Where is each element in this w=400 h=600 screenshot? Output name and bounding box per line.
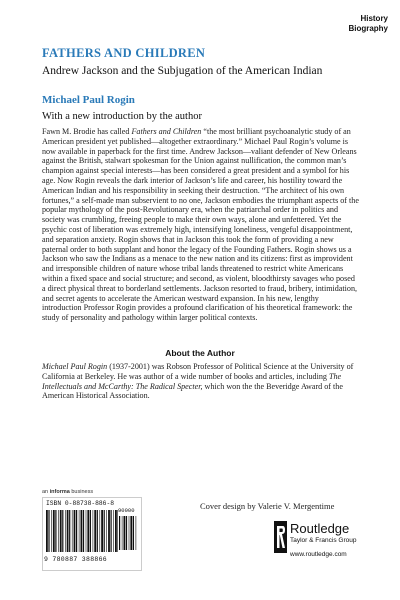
about-text-1: (1937-2001) was Robson Professor of Political Science at the University of California at Berkeley. He was author of a wide number of books and articles, including: [42, 362, 354, 381]
book-title: FATHERS AND CHILDREN: [42, 46, 206, 60]
cover-design-credit: Cover design by Valerie V. Mergentime: [200, 501, 335, 511]
informa-brand: informa: [49, 489, 70, 495]
about-book-italic: The Intellectuals and McCarthy: The Radical Specter,: [42, 371, 342, 391]
description-part-1: Fawn M. Brodie has called: [42, 127, 132, 136]
barcode-bars: [46, 510, 118, 552]
barcode-addon-bars: [119, 516, 137, 550]
publisher-name: Routledge: [290, 521, 350, 536]
category-labels: [348, 14, 388, 34]
publisher-url[interactable]: www.routledge.com: [290, 551, 347, 558]
description-part-3: introduction Professor Rogin provides a profound clarification of his theoretical framework: the study of personality and pathology within larger political contexts.: [42, 303, 353, 323]
category-biography: Biography: [348, 24, 388, 33]
category-history: History: [360, 14, 388, 23]
isbn-text: ISBN 0-88738-886-8: [46, 500, 115, 507]
description-part-2: “the most brilliant psychoanalytic study of an American president yet published—altogether extraordinary.” Michael Paul Rogin’s volume is now available in paperback for the first time. Andrew Jackson—valiant defender of New Orleans against the British, stalwart spokesman for the Union against nullification, the common man’s champion against special interests—has been considered a great president and a symbol for his age. Now Rogin reveals the dark interior of Jackson’s life and career, his hostility toward the American Indian and his responsibility in seeking their destruction. “The architect of his own fortunes,” a self-made man subservient to no one, Jackson embodies the triumphant aspects of the popular mythology of the post-Revolutionary era, when the patriarchal order in politics and society was crumbling, freeing people to make their own ways, alone and unfettered. Yet the psychic cost of liberation was extremely high, intensifying loneliness, vengeful disappointment, and separation anxiety. Rogin shows that in Jackson this took the form of providing a new paternal order to both supplant and honor the legacy of the Founding Fathers. Rogin shows us a Jackson who saw the Indians as a menace to the new nation and its citizens: first as improvident and irresponsible children of nature whose tribal lands threatened to restrict white Americans within a fixed space and social structure; and second, as violent, bloodthirsty savages who posed a direct physical threat to borderland settlements. Jackson resorted to fraud, bribery, intimidation, and secret agents to accelerate the American westward expansion. In his new, lengthy: [42, 127, 359, 303]
informa-business-tag: an informa business: [42, 489, 94, 495]
book-description: [42, 127, 360, 323]
book-subtitle: Andrew Jackson and the Subjugation of the American Indian: [42, 65, 323, 77]
barcode-digits: 9 780887 388866: [44, 556, 108, 563]
publisher-group: Taylor & Francis Group: [290, 537, 357, 544]
routledge-logo-icon: [274, 521, 287, 553]
book-author: Michael Paul Rogin: [42, 94, 135, 106]
new-introduction-line: With a new introduction by the author: [42, 111, 202, 122]
barcode-addon-number: 90000: [118, 507, 135, 514]
about-text-2: which won the the Beveridge Award of the American Historical Association.: [42, 381, 343, 401]
about-author-heading: About the Author: [165, 348, 235, 358]
description-title-italic: Fathers and Children: [131, 127, 202, 136]
about-author-name: Michael Paul Rogin: [42, 362, 108, 371]
about-author-text: [42, 362, 360, 401]
